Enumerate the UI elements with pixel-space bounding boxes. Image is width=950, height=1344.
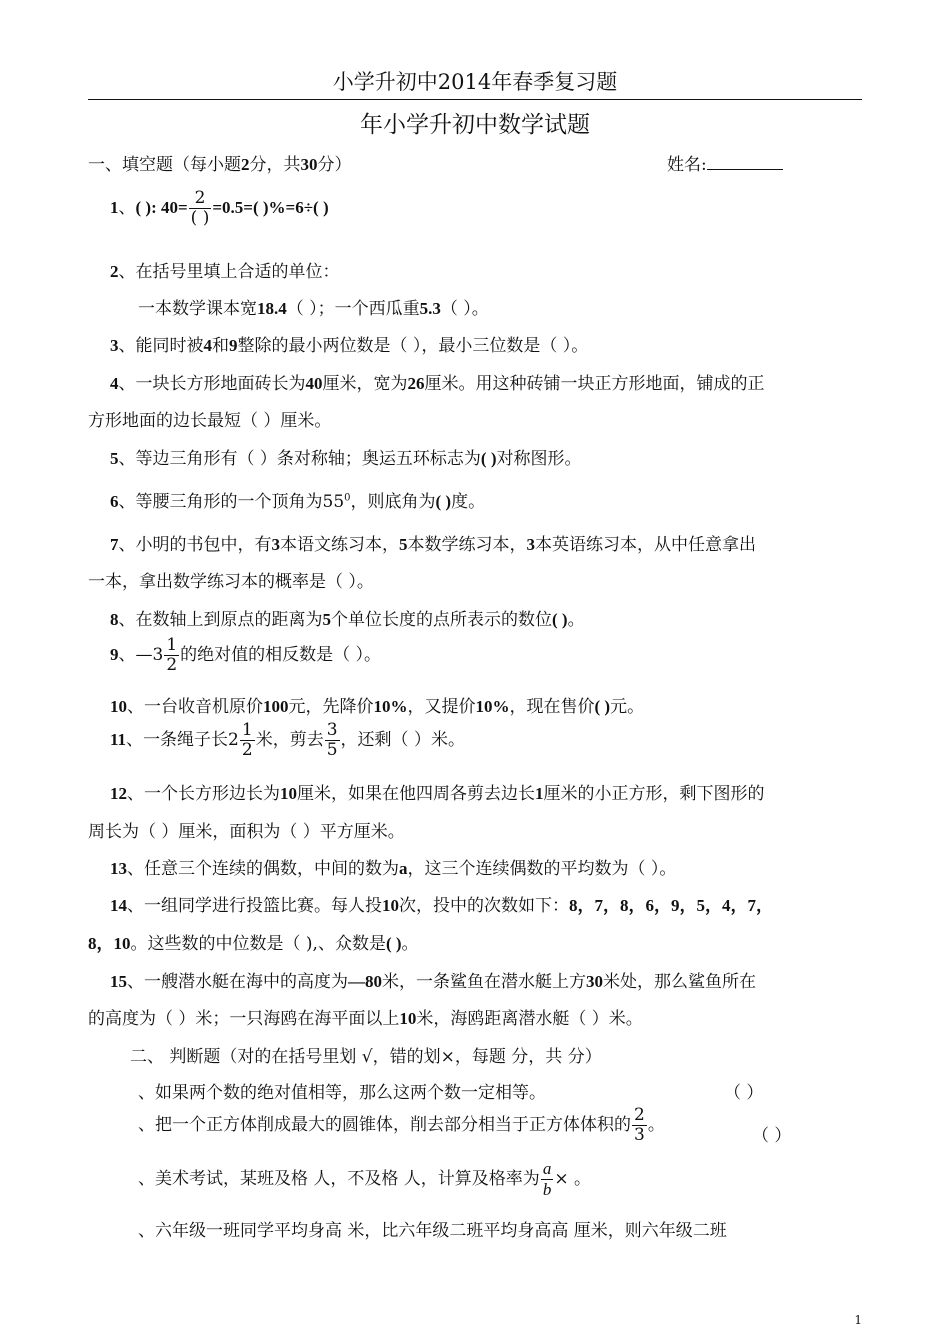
name-field[interactable]	[667, 150, 783, 175]
question-10: 10、一台收音机原价100元，先降价10%，又提价10%，现在售价( )元。	[110, 697, 645, 717]
question-2: 2、在括号里填上合适的单位：	[110, 262, 340, 282]
judge-2-answer-paren[interactable]: （ ）	[752, 1126, 792, 1146]
fraction: $\frac{2}{( )}$	[190, 188, 210, 228]
page-header: 小学升初中2014年春季复习题	[332, 70, 618, 94]
question-12-line2: 周长为（ ）厘米，面积为（ ）平方厘米。	[88, 822, 405, 842]
section1-heading: 一、填空题（每小题2分，共30分）	[88, 155, 352, 175]
question-4-line2: 方形地面的边长最短（ ）厘米。	[88, 411, 332, 431]
question-1: 1、( ): 40= $\frac{2}{( )}$ =0.5=( )%=6÷( )	[110, 188, 329, 228]
question-3: 3、能同时被4和9整除的最小两位数是（ ），最小三位数是（ ）。	[110, 336, 589, 356]
question-15-line2: 的高度为（ ）米；一只海鸥在海平面以上10米，海鸥距离潜水艇（ ）米。	[88, 1009, 643, 1029]
question-14-line2: 8，10。这些数的中位数是（ ),、众数是( )。	[88, 934, 419, 954]
judge-4: 、六年级一班同学平均身高 米，比六年级二班平均身高高 厘米，则六年级二班	[138, 1221, 727, 1241]
fraction: $\frac{1}{2}$	[241, 720, 253, 760]
question-11: 11、一条绳子长2 $\frac{1}{2}$ 米，剪去 $\frac{3}{5}$ ，还剩（ ）米。	[110, 720, 465, 760]
question-7-line2: 一本，拿出数学练习本的概率是（ ）。	[88, 572, 374, 592]
question-2-line2: 一本数学课本宽18.4（ ）；一个西瓜重5.3（ ）。	[138, 299, 489, 319]
fraction: $\frac{a}{b}$	[542, 1159, 552, 1199]
question-6: 6、等腰三角形的一个顶角为$55^0$，则底角为( )度。	[110, 492, 486, 512]
question-9: 9、—3 $\frac{1}{2}$ 的绝对值的相反数是（ ）。	[110, 635, 382, 675]
header-divider	[88, 99, 862, 100]
fraction: $\frac{2}{3}$	[634, 1105, 645, 1145]
question-14: 14、一组同学进行投篮比赛。每人投10次，投中的次数如下：8，7，8，6，9，5，4，7，	[110, 896, 773, 916]
judge-1-answer-paren[interactable]: （ ）	[724, 1083, 764, 1103]
fraction: $\frac{3}{5}$	[326, 720, 338, 760]
exam-title: 年小学升初中数学试题	[360, 112, 590, 138]
name-blank[interactable]	[707, 153, 783, 170]
question-4: 4、一块长方形地面砖长为40厘米，宽为26厘米。用这种砖铺一块正方形地面，铺成的正	[110, 374, 765, 394]
question-8: 8、在数轴上到原点的距离为5个单位长度的点所表示的数位( )。	[110, 610, 585, 630]
name-label: 姓名:	[667, 155, 707, 175]
judge-1: 、如果两个数的绝对值相等，那么这两个数一定相等。	[138, 1083, 546, 1103]
question-15: 15、一艘潜水艇在海中的高度为—80米，一条鲨鱼在潜水艇上方30米处，那么鲨鱼所在	[110, 972, 756, 992]
section2-heading: 二、 判断题（对的在括号里划 √，错的划×，每题 分，共 分）	[130, 1047, 602, 1067]
question-12: 12、一个长方形边长为10厘米，如果在他四周各剪去边长1厘米的小正方形，剩下图形的	[110, 784, 765, 804]
question-7: 7、小明的书包中，有3本语文练习本，5本数学练习本，3本英语练习本，从中任意拿出	[110, 535, 756, 555]
fraction: $\frac{1}{2}$	[166, 635, 178, 675]
judge-2: 、把一个正方体削成最大的圆锥体，削去部分相当于正方体体积的 $\frac{2}{3}$ 。	[138, 1105, 665, 1145]
page-number: 1	[854, 1313, 862, 1327]
question-5: 5、等边三角形有（ ）条对称轴；奥运五环标志为( )对称图形。	[110, 449, 582, 469]
judge-3: 、美术考试，某班及格 人，不及格 人，计算及格率为 $\frac{a}{b}$ × 。	[138, 1159, 591, 1199]
question-13: 13、任意三个连续的偶数，中间的数为a，这三个连续偶数的平均数为（ ）。	[110, 859, 677, 879]
